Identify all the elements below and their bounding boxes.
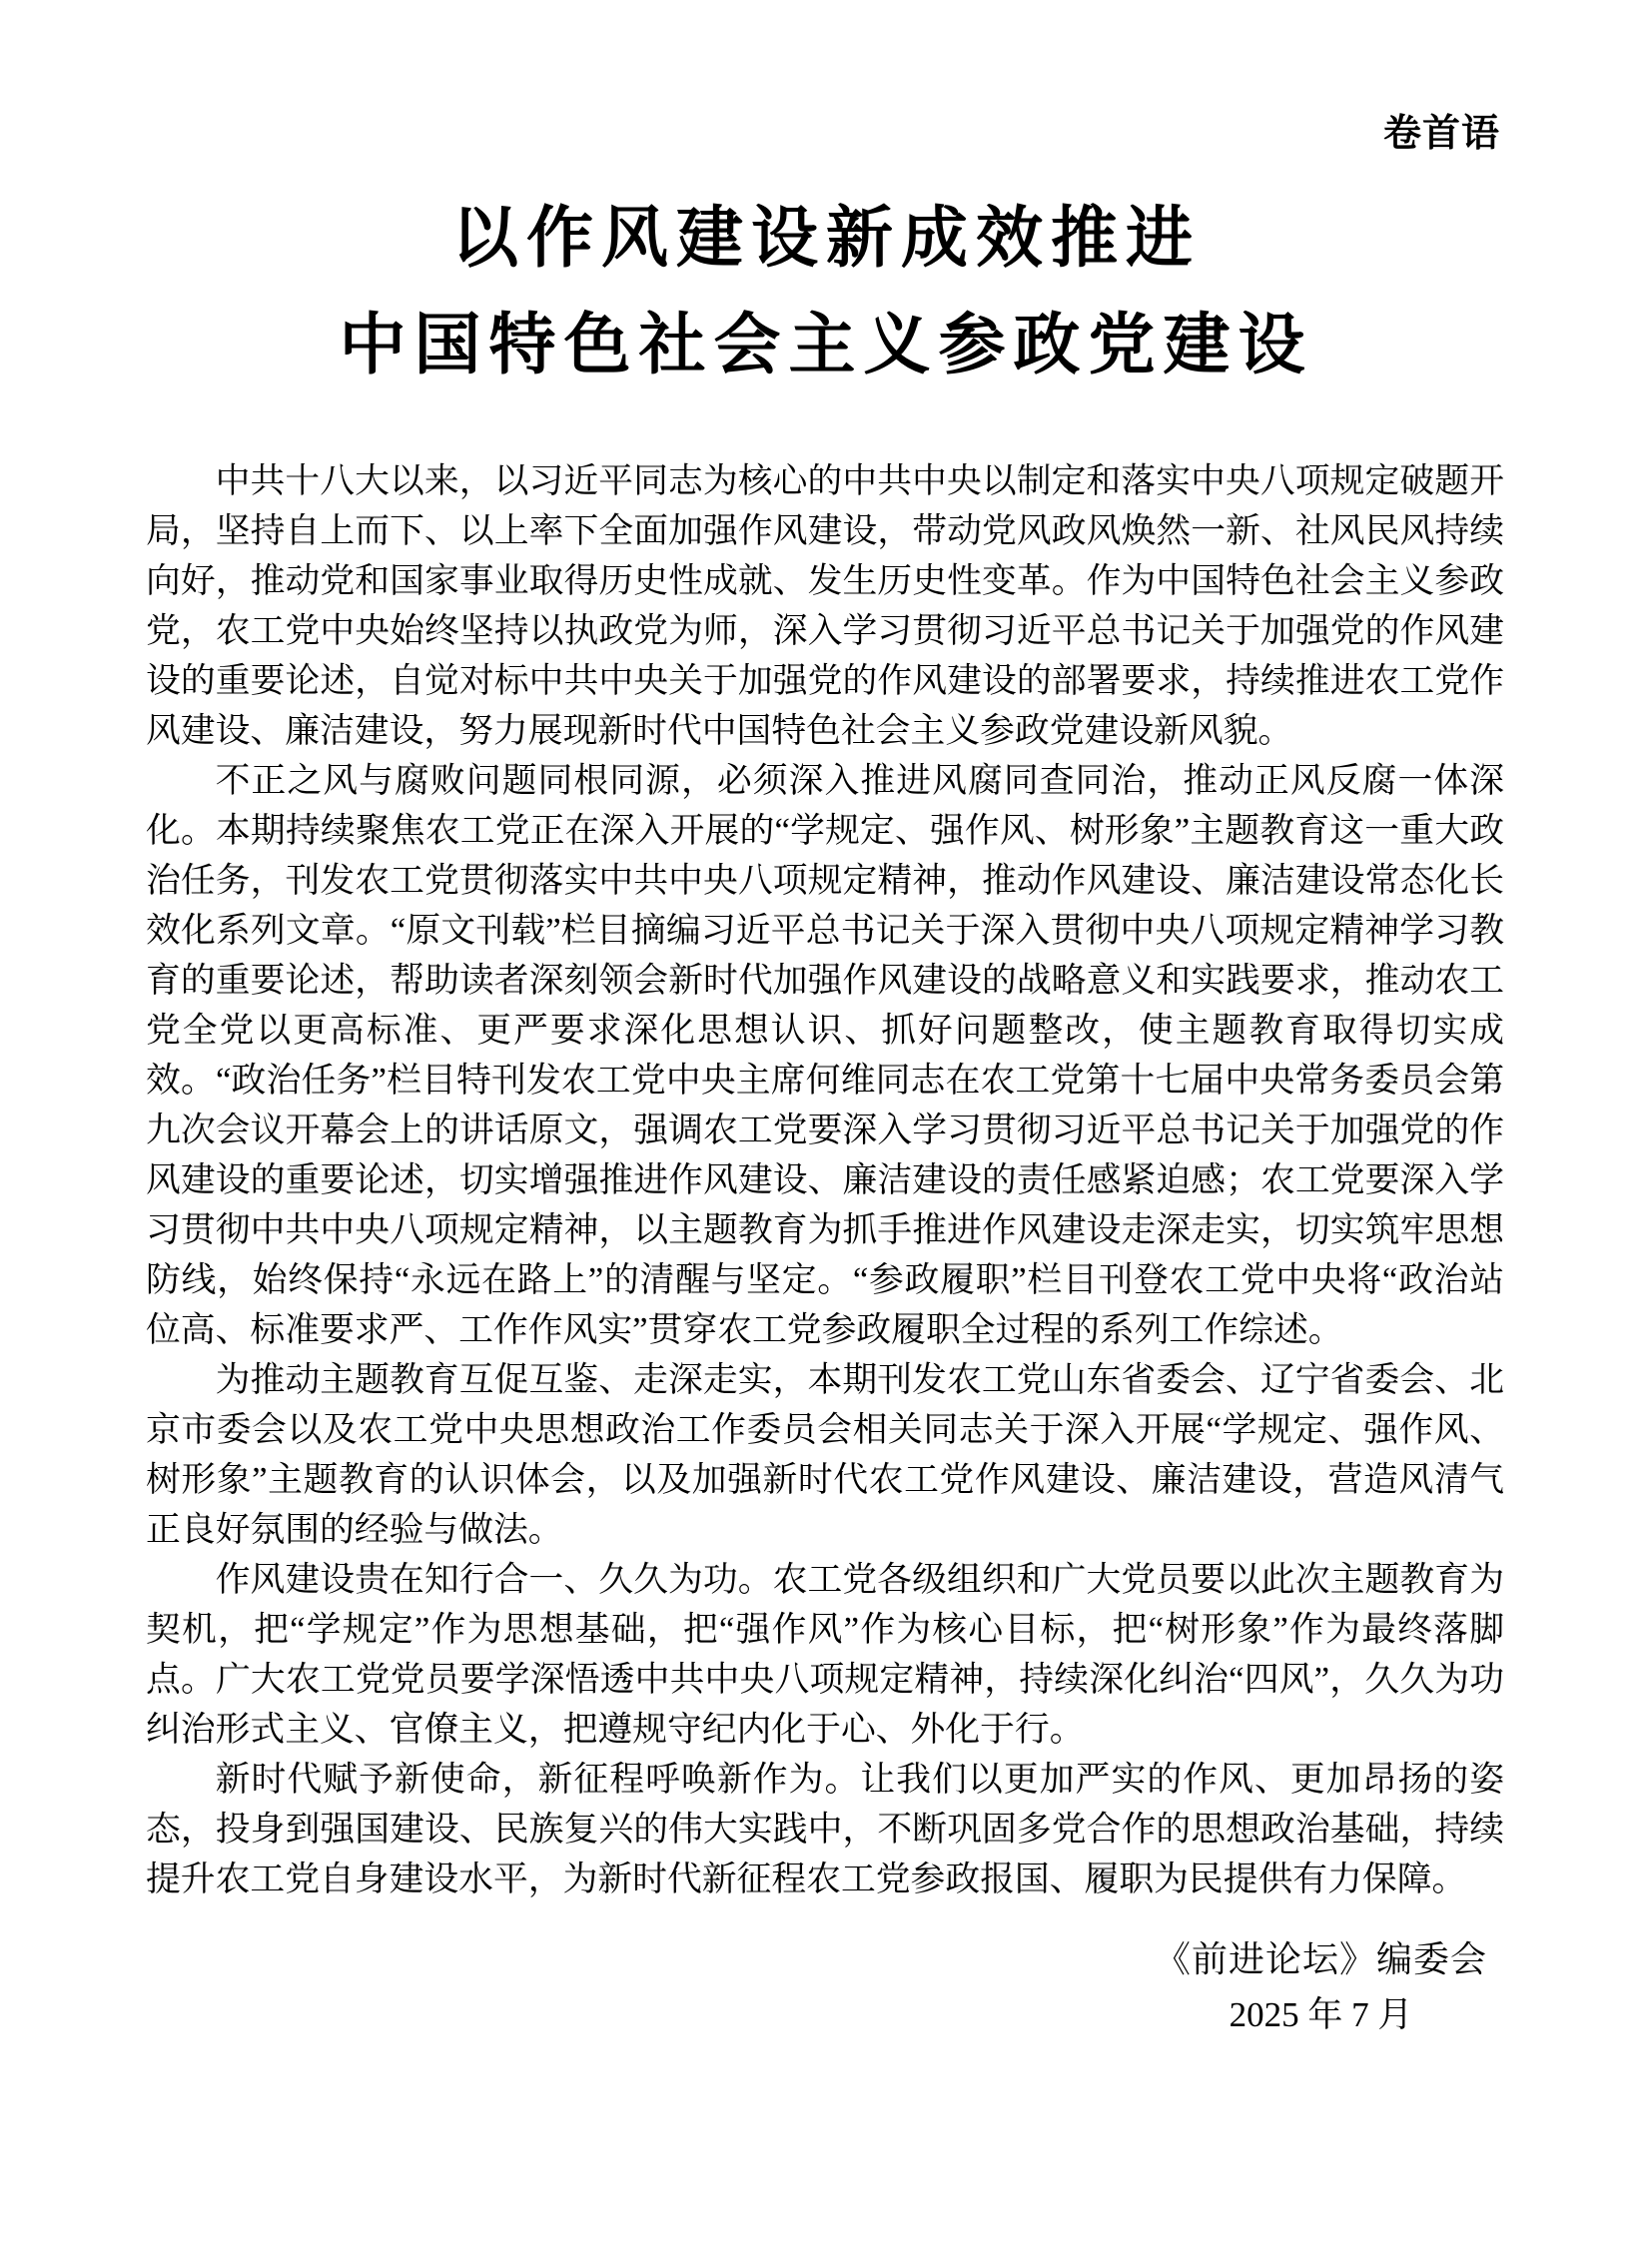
publication-date: 2025 年 7 月	[1229, 1995, 1413, 2034]
body-paragraph: 作风建设贵在知行合一、久久为功。农工党各级组织和广大党员要以此次主题教育为契机，把“学规定”作为思想基础，把“强作风”作为核心目标，把“树形象”作为最终落脚点。广大农工党党员要学深悟透中共中央八项规定精神，持续深化纠治“四风”，久久为功纠治形式主义、官僚主义，把遵规守纪内化于心、外化于行。	[146, 1560, 1504, 1749]
body-paragraph: 不正之风与腐败问题同根同源，必须深入推进风腐同查同治，推动正风反腐一体深化。本期持续聚焦农工党正在深入开展的“学规定、强作风、树形象”主题教育这一重大政治任务，刊发农工党贯彻落实中共中央八项规定精神，推动作风建设、廉洁建设常态化长效化系列文章。“原文刊载”栏目摘编习近平总书记关于深入贯彻中央八项规定精神学习教育的重要论述，帮助读者深刻领会新时代加强作风建设的战略意义和实践要求，推动农工党全党以更高标准、更严要求深化思想认识、抓好问题整改，使主题教育取得切实成效。“政治任务”栏目特刊发农工党中央主席何维同志在农工党第十七届中央常务委员会第九次会议开幕会上的讲话原文，强调农工党要深入学习贯彻习近平总书记关于加强党的作风建设的重要论述，切实增强推进作风建设、廉洁建设的责任感紧迫感；农工党要深入学习贯彻中共中央八项规定精神，以主题教育为抓手推进作风建设走深走实，切实筑牢思想防线，始终保持“永远在路上”的清醒与坚定。“参政履职”栏目刊登农工党中央将“政治站位高、标准要求严、工作作风实”贯穿农工党参政履职全过程的系列工作综述。	[146, 761, 1504, 1349]
article-title	[0, 186, 1652, 399]
body-paragraph: 为推动主题教育互促互鉴、走深走实，本期刊发农工党山东省委会、辽宁省委会、北京市委会以及农工党中央思想政治工作委员会相关同志关于深入开展“学规定、强作风、树形象”主题教育的认识体会，以及加强新时代农工党作风建设、廉洁建设，营造风清气正良好氛围的经验与做法。	[146, 1360, 1504, 1549]
body-paragraph: 新时代赋予新使命，新征程呼唤新作为。让我们以更加严实的作风、更加昂扬的姿态，投身到强国建设、民族复兴的伟大实践中，不断巩固多党合作的思想政治基础，持续提升农工党自身建设水平，为新时代新征程农工党参政报国、履职为民提供有力保障。	[146, 1760, 1504, 1898]
article-title-line1: 以作风建设新成效推进	[451, 202, 1201, 276]
editorial-board-signature: 《前进论坛》编委会	[1154, 1939, 1487, 1979]
article-body	[146, 456, 1504, 1904]
section-label: 卷首语	[1382, 113, 1500, 155]
article-title-line2: 中国特色社会主义参政党建设	[339, 309, 1313, 382]
body-paragraph: 中共十八大以来，以习近平同志为核心的中共中央以制定和落实中央八项规定破题开局，坚持自上而下、以上率下全面加强作风建设，带动党风政风焕然一新、社风民风持续向好，推动党和国家事业取得历史性成就、发生历史性变革。作为中国特色社会主义参政党，农工党中央始终坚持以执政党为师，深入学习贯彻习近平总书记关于加强党的作风建设的重要论述，自觉对标中共中央关于加强党的作风建设的部署要求，持续推进农工党作风建设、廉洁建设，努力展现新时代中国特色社会主义参政党建设新风貌。	[146, 461, 1504, 750]
signoff	[1155, 1931, 1487, 2043]
